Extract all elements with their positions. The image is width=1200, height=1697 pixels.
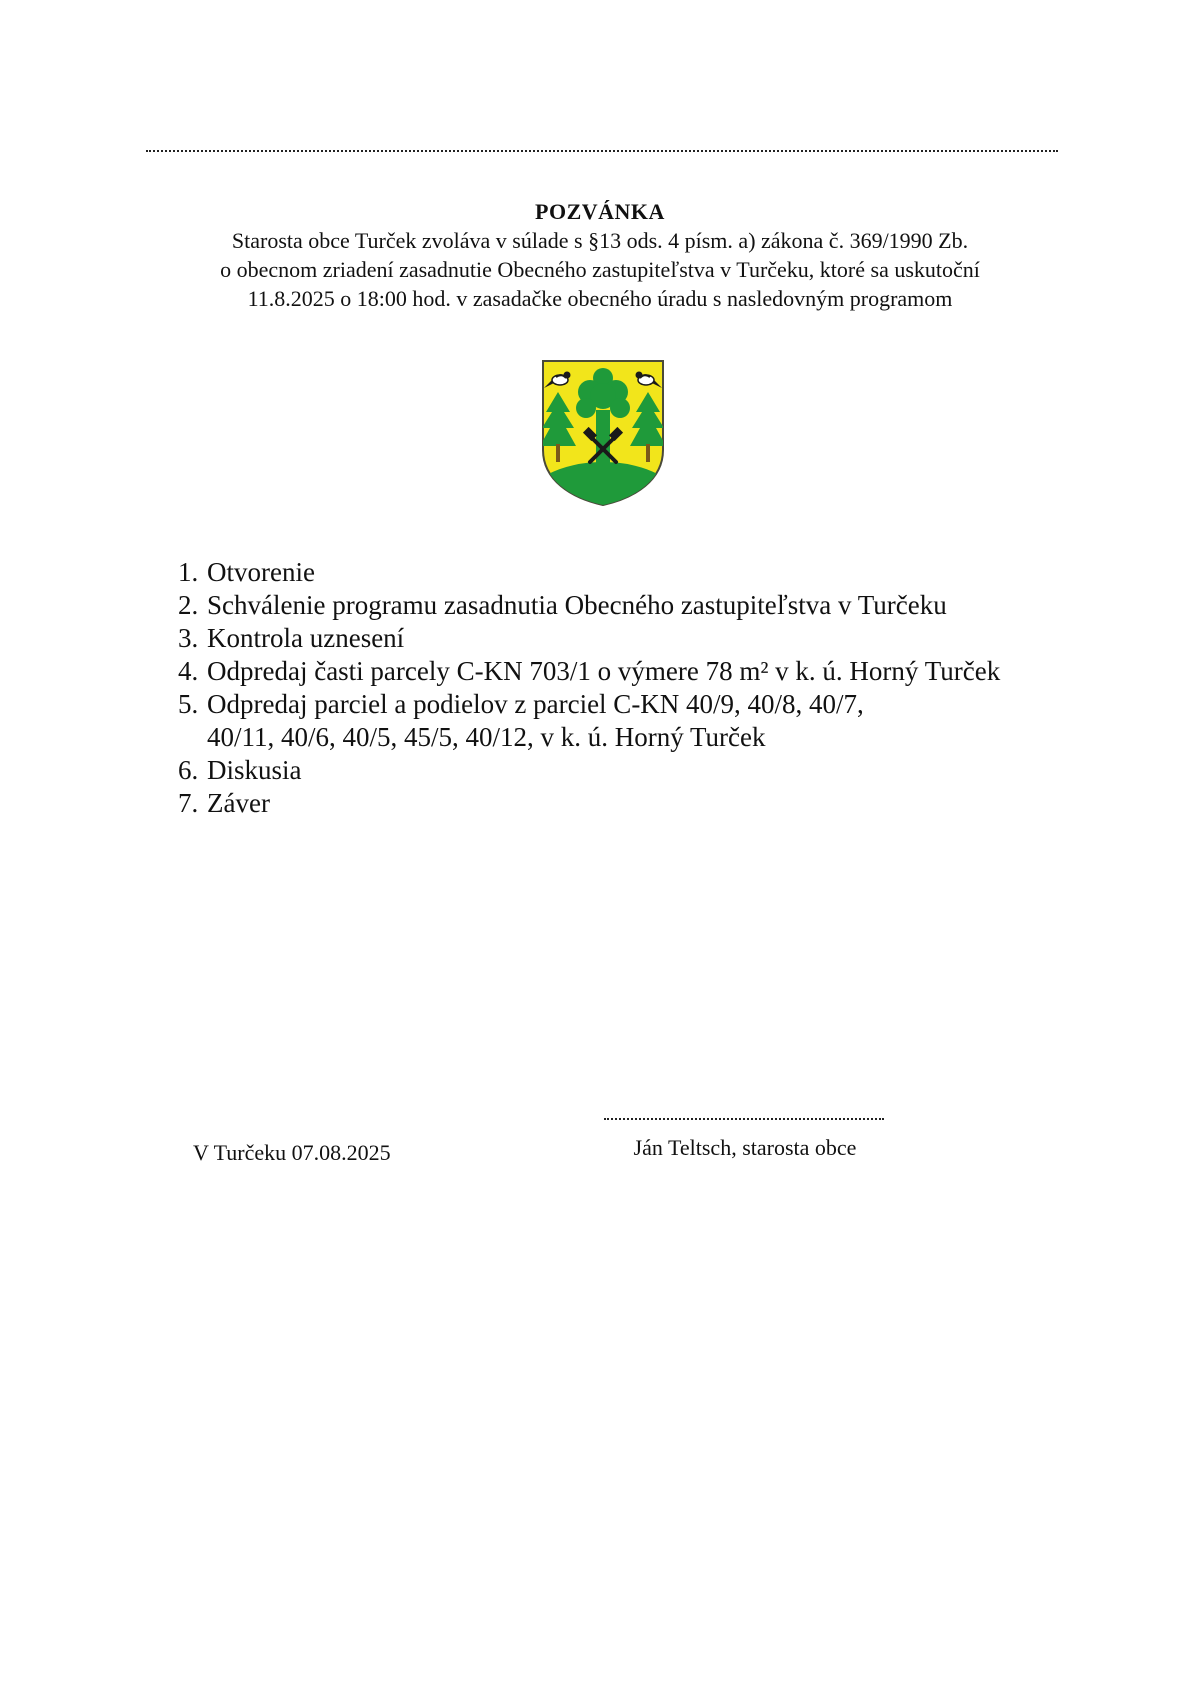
agenda-item <box>178 622 1000 655</box>
agenda-item-text-continued: 40/11, 40/6, 40/5, 45/5, 40/12, v k. ú. Horný Turček <box>207 722 766 752</box>
agenda-item-number: 1. <box>178 557 199 587</box>
agenda-item-number: 5. <box>178 689 199 719</box>
agenda-item <box>178 754 1000 787</box>
intro-line-3: 11.8.2025 o 18:00 hod. v zasadačke obecného úradu s nasledovným programom <box>247 286 953 311</box>
agenda-item <box>178 688 1000 754</box>
agenda-item-number: 2. <box>178 590 199 620</box>
top-dotted-line <box>146 150 1058 152</box>
signatory-name: Ján Teltsch, starosta obce <box>633 1135 857 1160</box>
signature-dotted-line <box>604 1118 884 1120</box>
agenda-item-text: Diskusia <box>207 755 302 785</box>
agenda-item-number: 6. <box>178 755 199 785</box>
place-and-date: V Turčeku 07.08.2025 <box>193 1140 391 1165</box>
agenda-item-text: Otvorenie <box>207 557 315 587</box>
agenda-item <box>178 556 1000 589</box>
coat-of-arms-icon <box>540 358 666 508</box>
agenda-item-text: Odpredaj parciel a podielov z parciel C-KN 40/9, 40/8, 40/7, <box>207 689 864 719</box>
agenda-list <box>178 556 1000 820</box>
agenda-item-number: 4. <box>178 656 199 686</box>
agenda-item <box>178 589 1000 622</box>
intro-line-1: Starosta obce Turček zvoláva v súlade s §13 ods. 4 písm. a) zákona č. 369/1990 Zb. <box>231 228 969 253</box>
agenda-item <box>178 787 1000 820</box>
agenda-item-number: 7. <box>178 788 199 818</box>
intro-line-2: o obecnom zriadení zasadnutie Obecného zastupiteľstva v Turčeku, ktoré sa uskutoční <box>220 257 980 282</box>
agenda-item-text: Záver <box>207 788 270 818</box>
document-header <box>0 198 1200 313</box>
agenda-item-text: Odpredaj časti parcely C-KN 703/1 o výmere 78 m² v k. ú. Horný Turček <box>207 656 1001 686</box>
agenda-item-text: Kontrola uznesení <box>207 623 405 653</box>
document-title: POZVÁNKA <box>535 199 665 224</box>
signature-block <box>604 1118 886 1162</box>
agenda-item-text: Schválenie programu zasadnutia Obecného zastupiteľstva v Turčeku <box>207 590 947 620</box>
agenda-item-number: 3. <box>178 623 199 653</box>
agenda-item <box>178 655 1000 688</box>
